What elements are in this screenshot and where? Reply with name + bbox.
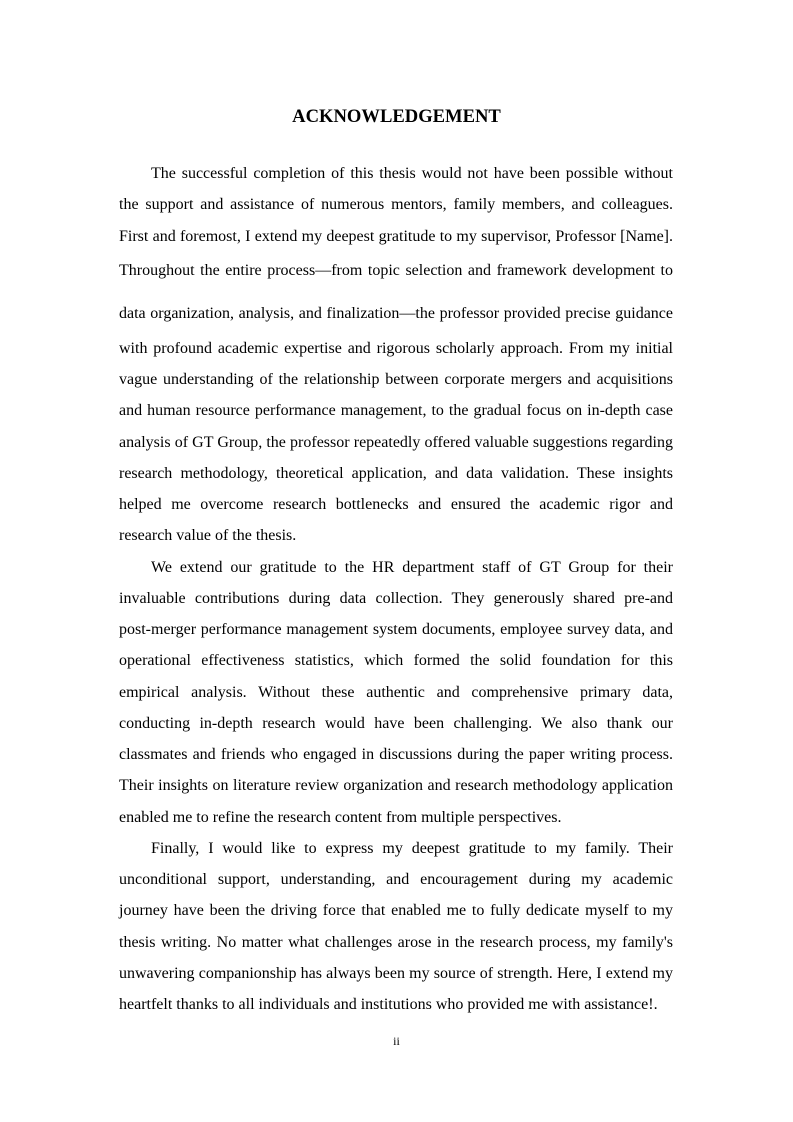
text-line: Their insights on literature review organization and research methodology application xyxy=(119,777,673,795)
text-line: The successful completion of this thesis would not have been possible without xyxy=(151,165,673,182)
text-line: post-merger performance management system documents, employee survey data, and xyxy=(119,621,673,638)
text-line: heartfelt thanks to all individuals and institutions who provided me with assistance!. xyxy=(119,996,658,1013)
paragraph xyxy=(119,833,673,1021)
text-line: journey have been the driving force that enabled me to fully dedicate myself to my xyxy=(119,902,673,920)
text-line: enabled me to refine the research content from multiple perspectives. xyxy=(119,808,562,826)
text-line: and human resource performance management, to the gradual focus on in-depth case xyxy=(119,402,673,420)
text-line: research value of the thesis. xyxy=(119,527,297,545)
page-title: ACKNOWLEDGEMENT xyxy=(292,106,501,127)
text-line: operational effectiveness statistics, which formed the solid foundation for this xyxy=(119,652,673,670)
acknowledgement-body xyxy=(119,158,673,1020)
page-number: ii xyxy=(393,1034,400,1048)
text-line: thesis writing. No matter what challenges arose in the research process, my family's xyxy=(119,933,673,951)
text-line: First and foremost, I extend my deepest gratitude to my supervisor, Professor [Name]. xyxy=(119,227,673,245)
paragraph xyxy=(119,158,673,552)
text-line: Throughout the entire process—from topic selection and framework development to xyxy=(119,262,673,280)
text-line: classmates and friends who engaged in discussions during the paper writing process. xyxy=(119,746,673,763)
text-line: invaluable contributions during data collection. They generously shared pre-and xyxy=(119,589,673,607)
text-line: empirical analysis. Without these authentic and comprehensive primary data, xyxy=(119,683,673,701)
text-line: We extend our gratitude to the HR department staff of GT Group for their xyxy=(151,558,673,576)
text-line: analysis of GT Group, the professor repeatedly offered valuable suggestions regarding xyxy=(119,433,673,451)
text-line: data organization, analysis, and finalization—the professor provided precise guidance xyxy=(119,305,673,322)
text-line: the support and assistance of numerous mentors, family members, and colleagues. xyxy=(119,196,673,214)
text-line: Finally, I would like to express my deepest gratitude to my family. Their xyxy=(151,839,673,857)
text-line: vague understanding of the relationship between corporate mergers and acquisitions xyxy=(119,371,673,388)
text-line: unwavering companionship has always been my source of strength. Here, I extend my xyxy=(119,964,673,982)
text-line: helped me overcome research bottlenecks and ensured the academic rigor and xyxy=(119,496,673,513)
text-line: conducting in-depth research would have been challenging. We also thank our xyxy=(119,714,673,732)
paragraph xyxy=(119,552,673,833)
text-line: with profound academic expertise and rigorous scholarly approach. From my initial xyxy=(119,339,673,357)
text-line: research methodology, theoretical application, and data validation. These insights xyxy=(119,464,673,482)
text-line: unconditional support, understanding, and encouragement during my academic xyxy=(119,871,673,888)
